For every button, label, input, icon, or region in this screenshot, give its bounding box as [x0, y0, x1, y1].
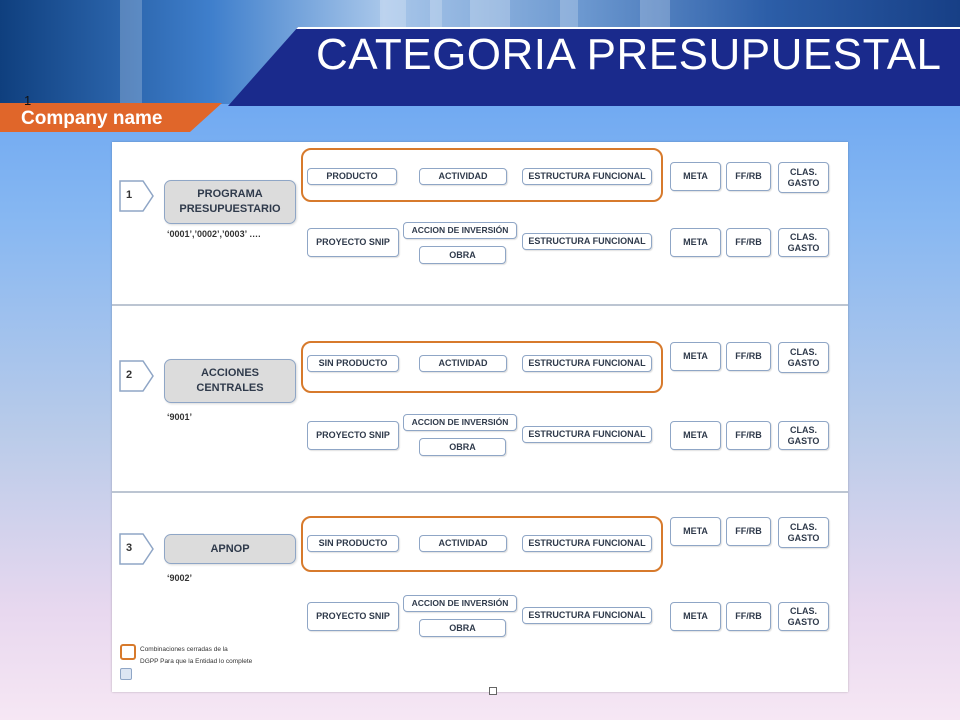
section-3-code: ‘9002’ — [167, 573, 193, 583]
section-1-product-box: PRODUCTO — [307, 168, 397, 185]
section-2-no-product-box: SIN PRODUCTO — [307, 355, 399, 372]
section-2-meta-2-box: META — [670, 421, 721, 450]
section-2-name-line2: CENTRALES — [196, 382, 264, 394]
legend-closed-text: Combinaciones cerradas de la — [140, 646, 228, 653]
section-1-ffrb-2-box: FF/RB — [726, 228, 771, 257]
section-3-meta-2-box: META — [670, 602, 721, 631]
section-1-expense-class-box: CLAS. GASTO — [778, 162, 829, 193]
legend-open-square — [120, 668, 132, 680]
section-2-name-line1: ACCIONES — [200, 367, 260, 380]
section-3-number-chevron: 3 — [119, 533, 155, 565]
section-2-ffrb-2-box: FF/RB — [726, 421, 771, 450]
legend-open-text: DGPP Para que la Entidad lo complete — [140, 658, 253, 666]
diagram-panel — [112, 142, 848, 692]
section-1-investment-action-box: ACCION DE INVERSIÓN — [403, 222, 517, 239]
section-divider — [112, 491, 848, 493]
section-2-expense-class-box: CLAS. GASTO — [778, 342, 829, 373]
section-3-meta-box: META — [670, 517, 721, 546]
section-3-functional-structure-box: ESTRUCTURA FUNCIONAL — [522, 535, 652, 552]
section-2-number-chevron: 2 — [119, 360, 155, 392]
section-2-functional-structure-2-box: ESTRUCTURA FUNCIONAL — [522, 426, 652, 443]
section-2-investment-action-box: ACCION DE INVERSIÓN — [403, 414, 517, 431]
section-1-ffrb-box: FF/RB — [726, 162, 771, 191]
section-2-work-box: OBRA — [419, 438, 506, 456]
section-1-meta-2-box: META — [670, 228, 721, 257]
section-3-activity-box: ACTIVIDAD — [419, 535, 507, 552]
section-3-ffrb-2-box: FF/RB — [726, 602, 771, 631]
panel-resize-handle[interactable] — [489, 687, 497, 695]
section-1-functional-structure-2-box: ESTRUCTURA FUNCIONAL — [522, 233, 652, 250]
legend-text — [140, 644, 265, 668]
section-1-name-line1: PROGRAMA — [197, 188, 263, 201]
section-2-functional-structure-box: ESTRUCTURA FUNCIONAL — [522, 355, 652, 372]
section-2-snip-project-box: PROYECTO SNIP — [307, 421, 399, 450]
section-3-functional-structure-2-box: ESTRUCTURA FUNCIONAL — [522, 607, 652, 624]
company-name: Company name — [21, 108, 163, 129]
section-1-code: ‘0001’,’0002’,’0003’ …. — [167, 229, 261, 239]
section-2-category — [164, 359, 296, 403]
section-3-ffrb-box: FF/RB — [726, 517, 771, 546]
section-3-no-product-box: SIN PRODUCTO — [307, 535, 399, 552]
section-divider — [112, 304, 848, 306]
section-1-snip-project-box: PROYECTO SNIP — [307, 228, 399, 257]
section-1-name-line2: PRESUPUESTARIO — [179, 203, 281, 215]
section-3-work-box: OBRA — [419, 619, 506, 637]
section-1-activity-box: ACTIVIDAD — [419, 168, 507, 185]
page-number: 1 — [24, 93, 32, 108]
section-2-code: ‘9001’ — [167, 412, 193, 422]
section-2-meta-box: META — [670, 342, 721, 371]
section-1-category — [164, 180, 296, 224]
section-1-functional-structure-box: ESTRUCTURA FUNCIONAL — [522, 168, 652, 185]
section-3-category: APNOP — [164, 534, 296, 564]
section-1-number-chevron: 1 — [119, 180, 155, 212]
legend-closed-square — [120, 644, 136, 660]
section-3-expense-class-box: CLAS. GASTO — [778, 517, 829, 548]
section-3-investment-action-box: ACCION DE INVERSIÓN — [403, 595, 517, 612]
section-2-expense-class-2-box: CLAS. GASTO — [778, 421, 829, 450]
section-1-expense-class-2-box: CLAS. GASTO — [778, 228, 829, 257]
section-2-activity-box: ACTIVIDAD — [419, 355, 507, 372]
section-1-work-box: OBRA — [419, 246, 506, 264]
section-2-ffrb-box: FF/RB — [726, 342, 771, 371]
section-1-meta-box: META — [670, 162, 721, 191]
section-3-expense-class-2-box: CLAS. GASTO — [778, 602, 829, 631]
section-3-snip-project-box: PROYECTO SNIP — [307, 602, 399, 631]
slide-title: CATEGORIA PRESUPUESTAL — [316, 30, 942, 79]
